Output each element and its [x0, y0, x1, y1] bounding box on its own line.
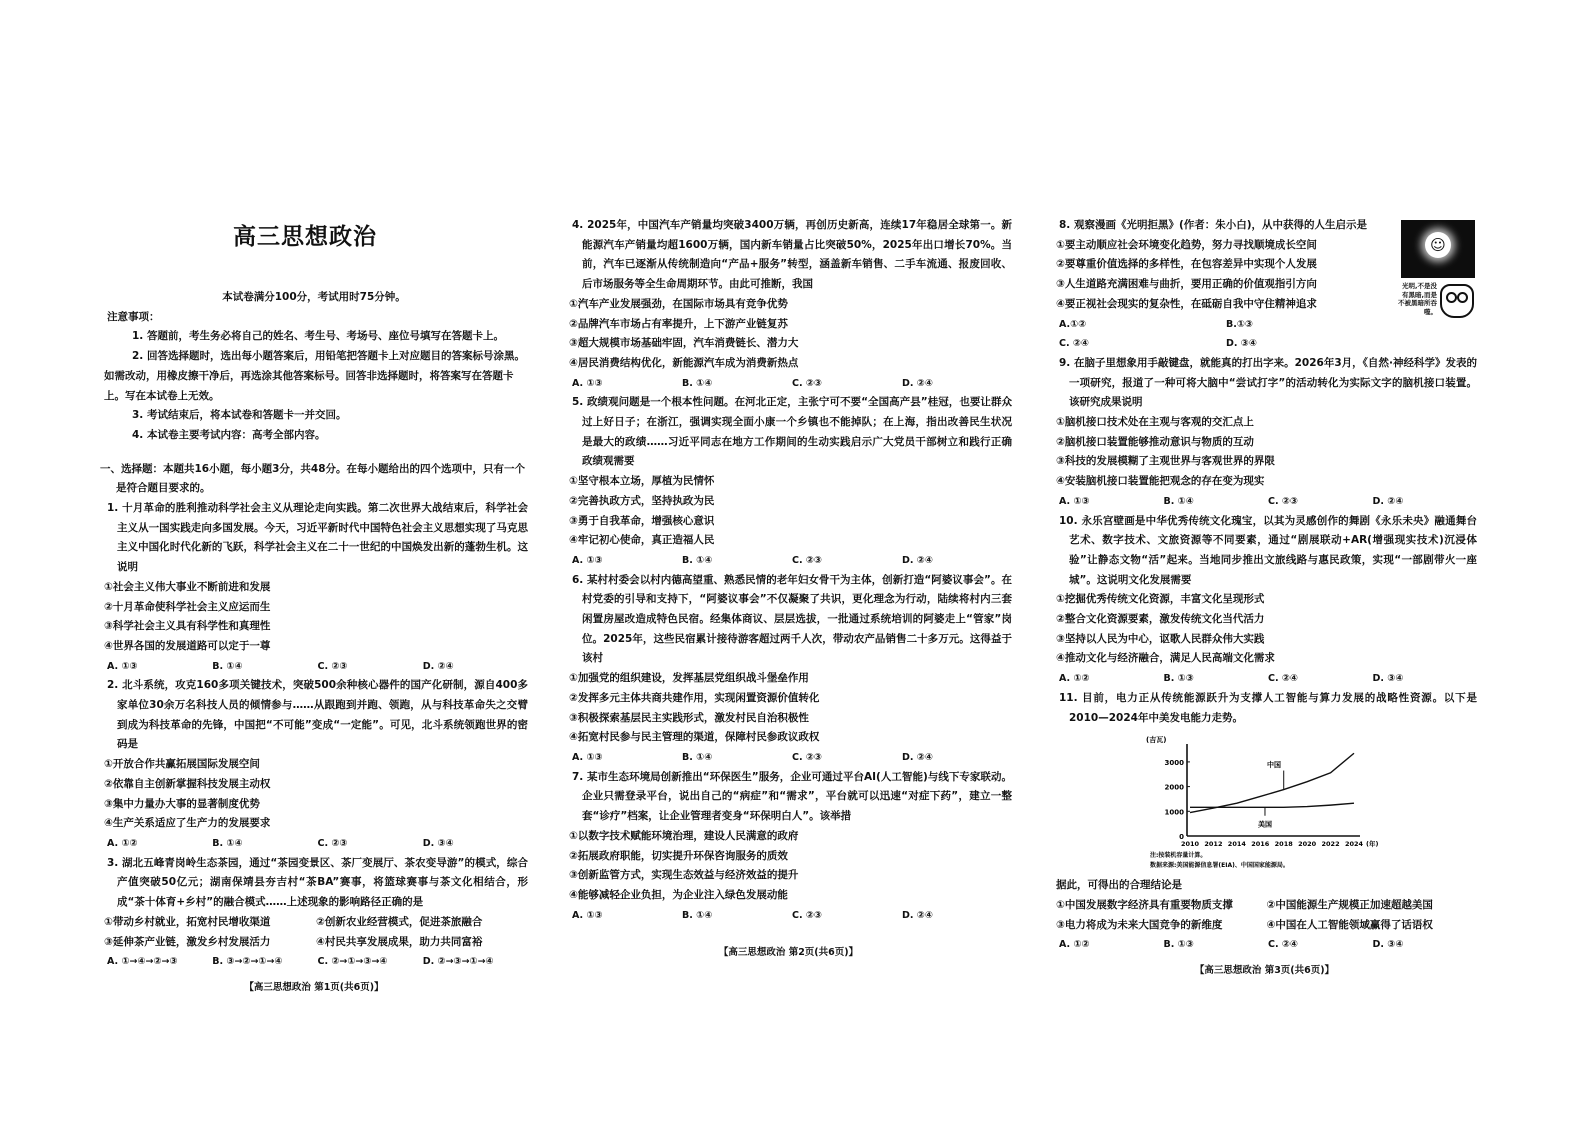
option-statement: ①坚守根本立场，厚植为民情怀	[569, 475, 715, 488]
y-tick-label: 0	[1179, 833, 1184, 842]
option-statement: ④世界各国的发展道路可以定于一尊	[104, 639, 271, 652]
exam-intro: 本试卷满分100分，考试用时75分钟。	[222, 291, 406, 303]
chart-note: 注:按装机容量计算。	[1150, 852, 1207, 860]
x-tick-label: 2016	[1251, 840, 1270, 849]
page-1-column	[100, 222, 528, 998]
answer-choice-C[interactable]: C. ②③	[792, 377, 822, 389]
question-stem: 11. 目前，电力正从传统能源跃升为支撑人工智能与算力发展的战略性资源。以下是2010—2024年中美发电能力走势。	[1059, 691, 1477, 724]
answer-choices	[1056, 935, 1477, 955]
notice-item: 4. 本试卷主要考试内容：高考全部内容。	[132, 428, 326, 441]
option-statement: ③科技的发展模糊了主观世界与客观世界的界限	[1056, 455, 1275, 468]
option-statement: ③人生道路充满困难与曲折，要用正确的价值观指引方向	[1056, 278, 1317, 291]
option-statement: ④安装脑机接口装置能把观念的存在变为现实	[1056, 475, 1265, 488]
option-statement: ③电力将成为未来大国竞争的新维度	[1056, 918, 1223, 931]
answer-choice-D[interactable]: D. ②④	[902, 554, 933, 566]
option-statement: ①挖掘优秀传统文化资源，丰富文化呈现形式	[1056, 593, 1265, 606]
option-statement: ①社会主义伟大事业不断前进和发展	[104, 580, 271, 593]
option-statement: ②十月革命使科学社会主义应运而生	[104, 600, 271, 613]
answer-choice-B[interactable]: B. ①④	[212, 660, 243, 672]
notice-item: 1. 答题前，考生务必将自己的姓名、考生号、考场号、座位号填写在答题卡上。	[132, 330, 504, 343]
answer-choice-C[interactable]: C. ②③	[317, 660, 348, 672]
answer-choice-B[interactable]: B. ③→②→①→④	[212, 956, 283, 968]
answer-choice-C[interactable]: C. ②④	[1059, 338, 1089, 350]
option-statement: ④牢记初心使命，真正造福人民	[569, 534, 715, 547]
x-tick-label: 2020	[1298, 840, 1317, 849]
option-statement: ②完善执政方式，坚持执政为民	[569, 494, 715, 507]
option-statement: ②品牌汽车市场占有率提升，上下游产业链复苏	[569, 317, 788, 330]
chart-source: 数据来源:美国能源信息署(EIA)、中国国家能源局。	[1150, 862, 1289, 870]
answer-choice-C[interactable]: C. ②③	[792, 554, 822, 566]
y-tick-label: 2000	[1164, 783, 1184, 792]
y-tick-label: 3000	[1164, 759, 1184, 768]
question-stem: 6. 某村村委会以村内德高望重、熟悉民情的老年妇女骨干为主体，创新打造“阿婆议事会”。在村党委的引导和支持下，“阿婆议事会”不仅凝聚了共识，更化理念为行动，陆续将村内三套闲置房屋改造成特色民宿。经集体商议、层层选拔，一批通过系统培训的阿婆走上“管家”岗位。2025年，这些民宿累计接待游客超过两千人次，带动农产品销售二十多万元。这得益于该村	[572, 573, 1012, 665]
question-8-row	[1056, 216, 1477, 354]
y-axis-label: (吉瓦)	[1146, 736, 1167, 745]
answer-choices	[569, 748, 1012, 768]
answer-choice-A[interactable]: A. ①②	[1059, 673, 1090, 685]
option-statement: ④居民消费结构优化，新能源汽车成为消费新热点	[569, 356, 799, 369]
question-2	[100, 676, 528, 853]
answer-choice-C[interactable]: C. ②③	[317, 837, 348, 849]
notice-heading: 注意事项：	[107, 310, 160, 323]
x-axis-label: (年)	[1366, 840, 1379, 849]
question-stem: 2. 北斗系统，攻克160多项关键技术，突破500余种核心器件的国产化研制，源自400多家单位30余万名科技人员的倾情参与……从跟跑到并跑、领跑，从与科技革命失之交臂到成为科技革命的先锋，中国把“不可能”变成“一定能”。可见，北斗系统领跑世界的密码是	[107, 679, 528, 751]
answer-choice-A[interactable]: A. ①③	[107, 660, 138, 672]
option-statement: ④能够减轻企业负担，为企业注入绿色发展动能	[569, 888, 788, 901]
option-statement: ②要尊重价值选择的多样性，在包容差异中实现个人发展	[1056, 258, 1317, 271]
answer-choice-A[interactable]: A. ①②	[1059, 939, 1090, 951]
option-statement: ③积极探索基层民主实践形式，激发村民自治积极性	[569, 711, 809, 724]
question-11	[1052, 689, 1477, 955]
option-statement: ①带动乡村就业，拓宽村民增收渠道	[104, 915, 271, 928]
answer-choice-B[interactable]: B. ①④	[682, 377, 713, 389]
page-footer: 【高三思想政治 第3页(共6页)】	[1194, 965, 1335, 977]
answer-choices	[569, 551, 1012, 571]
option-statement: ①汽车产业发展强劲，在国际市场具有竞争优势	[569, 297, 788, 310]
answer-choices	[569, 374, 1012, 394]
answer-choice-B[interactable]: B. ①④	[682, 909, 713, 921]
option-statement: ②依靠自主创新掌握科技发展主动权	[104, 777, 271, 790]
question-7	[565, 768, 1012, 926]
answer-choice-B[interactable]: B. ①④	[682, 751, 713, 763]
option-statement: ③延伸茶产业链，激发乡村发展活力	[104, 935, 271, 948]
question-3	[100, 854, 528, 972]
answer-choice-D[interactable]: D. ②→③→①→④	[422, 956, 494, 968]
x-tick-label: 2010	[1180, 840, 1200, 849]
answer-choice-A[interactable]: A.①②	[1059, 318, 1087, 330]
answer-choice-C[interactable]: C. ②④	[1268, 673, 1298, 685]
option-statement: ②脑机接口装置能够推动意识与物质的互动	[1056, 435, 1254, 448]
answer-choices	[104, 657, 528, 677]
question-follow-up: 据此，可得出的合理结论是	[1056, 879, 1182, 892]
option-statement: ①中国发展数字经济具有重要物质支撑	[1056, 898, 1233, 911]
option-statement: ④推动文化与经济融合，满足人民高端文化需求	[1056, 652, 1275, 665]
option-statement: ④拓宽村民参与民主管理的渠道，保障村民参政议政权	[569, 731, 820, 744]
option-statement: ④要正视社会现实的复杂性，在砥砺自我中守住精神追求	[1056, 297, 1317, 310]
answer-choice-A[interactable]: A. ①②	[107, 837, 138, 849]
x-tick-label: 2024	[1344, 840, 1364, 849]
answer-choice-C[interactable]: C. ②③	[792, 909, 822, 921]
option-statement: ③坚持以人民为中心，讴歌人民群众伟大实践	[1056, 632, 1265, 645]
option-statements	[104, 913, 528, 952]
x-tick-label: 2012	[1204, 840, 1223, 849]
series-line-usa	[1190, 803, 1354, 807]
answer-choices	[1056, 492, 1477, 512]
question-stem: 4. 2025年，中国汽车产销量均突破3400万辆，再创历史新高，连续17年稳居全球第一。新能源汽车产销量均超1600万辆，国内新车销量占比突破50%，2025年出口增长70%。当前，汽车已逐渐从传统制造向“产品+服务”转型，涵盖新车销售、二手车流通、报废回收、后市场服务等全生命周期环节。由此可推断，我国	[572, 219, 1012, 291]
answer-choices	[104, 952, 528, 972]
question-6	[565, 571, 1012, 768]
question-9	[1052, 354, 1477, 512]
option-statement: ③集中力量办大事的显著制度优势	[104, 797, 260, 810]
question-1	[100, 499, 528, 676]
page-footer: 【高三思想政治 第2页(共6页)】	[718, 947, 859, 959]
option-statement: ②整合文化资源要素，激发传统文化当代活力	[1056, 613, 1265, 626]
answer-choice-D[interactable]: D. ②④	[1372, 495, 1404, 507]
question-stem: 7. 某市生态环境局创新推出“环保医生”服务，企业可通过平台AI(人工智能)与线下专家联动。企业只需登录平台，说出自己的“病症”和“需求”，平台就可以迅速“对症下药”，建立一整套“诊疗”档案，让企业管理者变身“环保明白人”。该举措	[572, 770, 1012, 823]
answer-choice-B[interactable]: B. ①④	[682, 554, 713, 566]
option-statement: ①加强党的组织建设，发挥基层党组织战斗堡垒作用	[569, 672, 809, 685]
answer-choice-D[interactable]: D. ②④	[902, 751, 933, 763]
answer-choice-B[interactable]: B. ①④	[1163, 495, 1194, 507]
answer-choice-A[interactable]: A. ①③	[572, 554, 603, 566]
answer-choice-A[interactable]: A. ①③	[1059, 495, 1090, 507]
answer-choices	[569, 906, 1012, 926]
option-statement: ③超大规模市场基础牢固，汽车消费链长、潜力大	[569, 337, 799, 350]
question-8	[1052, 216, 1477, 354]
question-8-text	[1056, 216, 1393, 354]
answer-choices	[104, 834, 528, 854]
answer-choices	[1056, 315, 1393, 354]
answer-choice-B[interactable]: B. ①③	[1163, 939, 1194, 951]
page-3-column	[1052, 216, 1477, 981]
question-stem: 5. 政绩观问题是一个根本性问题。在河北正定，主张宁可不要“全国高产县”桂冠，也要让群众过上好日子；在浙江，强调实现全面小康一个乡镇也不能掉队；在上海，指出改善民生状况是最大的政绩……习近平同志在地方工作期间的生动实践启示广大党员干部树立和践行正确政绩观需要	[572, 396, 1012, 468]
china-series-label: 中国	[1267, 761, 1281, 770]
option-statements	[1056, 896, 1477, 935]
question-stem: 9. 在脑子里想象用手敲键盘，就能真的打出字来。2026年3月，《自然·神经科学》发表的一项研究，报道了一种可将大脑中“尝试打字”的活动转化为实际文字的脑机接口装置。该研究成果说明	[1059, 356, 1477, 409]
question-5	[565, 393, 1012, 570]
answer-choice-D[interactable]: D. ②④	[902, 909, 933, 921]
exam-title: 高三思想政治	[233, 224, 377, 250]
notice-item: 3. 考试结束后，将本试卷和答题卡一并交回。	[132, 409, 347, 422]
answer-choice-B[interactable]: B. ①③	[1163, 673, 1194, 685]
questions-page-3	[1052, 216, 1477, 955]
cartoon-caption: 光明,不是没有黑暗,而是不被黑暗所吞噬。	[1398, 282, 1437, 316]
answer-choices	[1056, 669, 1477, 689]
question-4	[565, 216, 1012, 393]
x-tick-label: 2014	[1227, 840, 1246, 849]
answer-choice-A[interactable]: A. ①→④→②→③	[107, 956, 178, 968]
option-statement: ②发挥多元主体共商共建作用，实现闲置资源价值转化	[569, 691, 820, 704]
y-tick-label: 1000	[1164, 808, 1184, 817]
answer-choice-B[interactable]: B. ①④	[212, 837, 243, 849]
x-tick-label: 2022	[1321, 840, 1340, 849]
x-tick-label: 2018	[1274, 840, 1293, 849]
section-heading: 一、选择题：本题共16小题，每小题3分，共48分。在每小题给出的四个选项中，只有一个是符合题目要求的。	[100, 462, 526, 495]
answer-choice-C[interactable]: C. ②③	[1268, 495, 1298, 507]
cartoon-image	[1397, 220, 1477, 340]
smiling-lightbulb-icon: ☺	[1425, 232, 1451, 258]
option-statement: ①开放合作共赢拓展国际发展空间	[104, 758, 260, 771]
answer-choice-C[interactable]: C. ②④	[1268, 939, 1298, 951]
answer-choice-C[interactable]: C. ②→①→③→④	[317, 956, 388, 968]
option-statement: ④生产关系适应了生产力的发展要求	[104, 817, 271, 830]
question-stem: 8. 观察漫画《光明拒黑》(作者：朱小白)，从中获得的人生启示是	[1059, 219, 1368, 231]
answer-choice-D[interactable]: D. ②④	[902, 377, 933, 389]
option-statement: ①脑机接口技术处在主观与客观的交汇点上	[1056, 416, 1254, 429]
answer-choice-A[interactable]: A. ①③	[572, 751, 603, 763]
answer-choice-D[interactable]: D. ③④	[1226, 338, 1257, 350]
answer-choice-D[interactable]: D. ②④	[422, 660, 454, 672]
option-statement: ①要主动顺应社会环境变化趋势，努力寻找顺境成长空间	[1056, 238, 1317, 251]
owl-character-icon	[1440, 284, 1474, 318]
answer-choice-C[interactable]: C. ②③	[792, 751, 822, 763]
option-statement: ①以数字技术赋能环境治理，建设人民满意的政府	[569, 829, 799, 842]
option-statement: ②拓展政府职能，切实提升环保咨询服务的质效	[569, 849, 788, 862]
notice-item: 2. 回答选择题时，选出每小题答案后，用铅笔把答题卡上对应题目的答案标号涂黑。如需改动，用橡皮擦干净后，再选涂其他答案标号。回答非选择题时，将答案写在答题卡上。写在本试卷上无效。	[104, 350, 525, 402]
option-statement: ②创新农业经营模式，促进茶旅融合	[316, 915, 483, 928]
page-2-column	[565, 216, 1012, 963]
answer-choice-D[interactable]: D. ③④	[422, 837, 454, 849]
power-capacity-chart	[1140, 732, 1390, 872]
cartoon-dark-panel	[1401, 220, 1475, 278]
answer-choice-B[interactable]: B.①③	[1226, 318, 1253, 330]
questions-page-2	[565, 216, 1012, 925]
option-statement: ④村民共享发展成果，助力共同富裕	[316, 935, 483, 948]
answer-choice-D[interactable]: D. ③④	[1372, 673, 1404, 685]
usa-series-label: 美国	[1257, 820, 1272, 829]
option-statement: ②中国能源生产规模正加速超越美国	[1266, 898, 1433, 911]
answer-choice-A[interactable]: A. ①③	[572, 377, 603, 389]
option-statement: ④中国在人工智能领域赢得了话语权	[1266, 918, 1433, 931]
option-statement: ③勇于自我革命，增强核心意识	[569, 514, 715, 527]
question-stem: 1. 十月革命的胜利推动科学社会主义从理论走向实践。第二次世界大战结束后，科学社会主义从一国实践走向多国发展。今天，习近平新时代中国特色社会主义思想实现了马克思主义中国化时代化新的飞跃，科学社会主义在二十一世纪的中国焕发出新的蓬勃生机。这说明	[107, 502, 528, 574]
option-statement: ③创新监管方式，实现生态效益与经济效益的提升	[569, 869, 799, 882]
question-stem: 3. 湖北五峰青岗岭生态茶园，通过“茶园变景区、茶厂变展厅、茶农变导游”的模式，综合产值突破50亿元；湖南保靖县夯吉村“茶BA”赛事，将篮球赛事与茶文化相结合，形成“茶十体育+乡村”的融合模式……上述现象的影响路径正确的是	[107, 856, 528, 909]
option-statement: ③科学社会主义具有科学性和真理性	[104, 620, 271, 633]
questions-page-1	[100, 499, 528, 972]
question-stem: 10. 永乐宫壁画是中华优秀传统文化瑰宝，以其为灵感创作的舞剧《永乐未央》融通舞台艺术、数字技术、文旅资源等不同要素，通过“剧展联动+AR(增强现实技术)沉浸体验”让静态文物“活”起来。当地同步推出文旅线路与惠民政策，实现“一部剧带火一座城”。这说明文化发展需要	[1059, 514, 1477, 586]
notice-block	[100, 308, 528, 446]
answer-choice-D[interactable]: D. ③④	[1372, 939, 1404, 951]
page-footer: 【高三思想政治 第1页(共6页)】	[244, 981, 384, 993]
question-10	[1052, 512, 1477, 689]
answer-choice-A[interactable]: A. ①③	[572, 909, 603, 921]
